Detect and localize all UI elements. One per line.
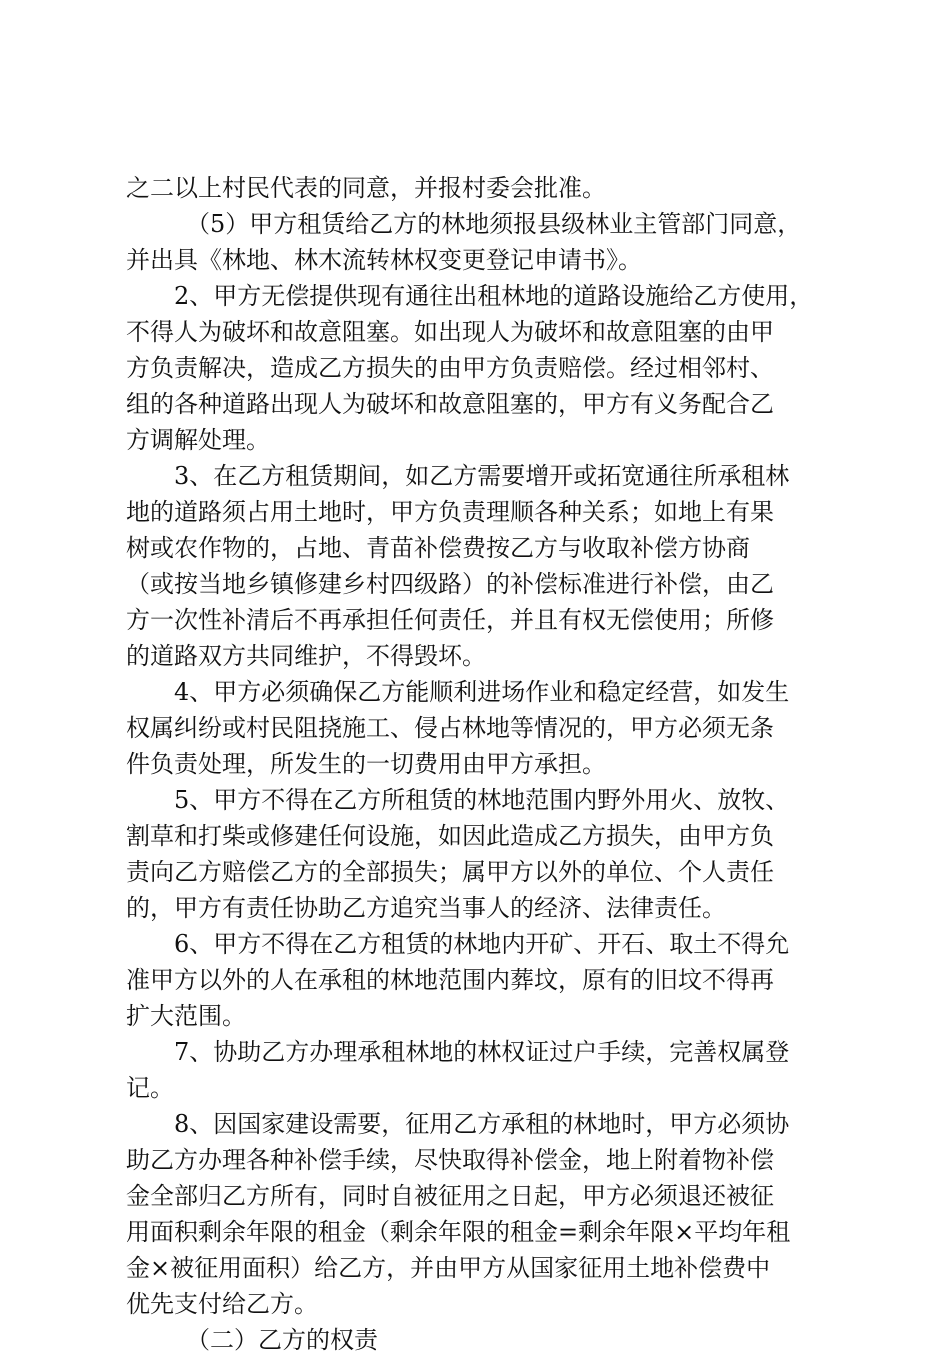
text-line: 的，甲方有责任协助乙方追究当事人的经济、法律责任。: [126, 894, 726, 922]
text-line: 组的各种道路出现人为破坏和故意阻塞的，甲方有义务配合乙: [126, 390, 774, 418]
section-heading: （二）乙方的权责: [186, 1326, 378, 1354]
text-line: 金全部归乙方所有，同时自被征用之日起，甲方必须退还被征: [126, 1182, 774, 1210]
text-line: 责向乙方赔偿乙方的全部损失；属甲方以外的单位、个人责任: [126, 858, 774, 886]
text-line: （或按当地乡镇修建乡村四级路）的补偿标准进行补偿，由乙: [126, 570, 774, 598]
text-line: 5、甲方不得在乙方所租赁的林地范围内野外用火、放牧、: [174, 786, 790, 814]
text-line: 方负责解决，造成乙方损失的由甲方负责赔偿。经过相邻村、: [126, 354, 774, 382]
text-line: 优先支付给乙方。: [126, 1290, 318, 1318]
text-line: 方一次性补清后不再承担任何责任，并且有权无偿使用；所修: [126, 606, 774, 634]
text-line: 的道路双方共同维护，不得毁坏。: [126, 642, 486, 670]
text-line: 3、在乙方租赁期间，如乙方需要增开或拓宽通往所承租林: [174, 462, 790, 490]
text-line: 7、协助乙方办理承租林地的林权证过户手续，完善权属登: [174, 1038, 790, 1066]
text-line: 记。: [126, 1074, 174, 1102]
text-line: 4、甲方必须确保乙方能顺利进场作业和稳定经营，如发生: [174, 678, 790, 706]
text-line: 件负责处理，所发生的一切费用由甲方承担。: [126, 750, 606, 778]
text-line: 用面积剩余年限的租金（剩余年限的租金=剩余年限×平均年租: [126, 1218, 791, 1246]
text-line: 并出具《林地、林木流转林权变更登记申请书》。: [126, 246, 642, 274]
text-line: 不得人为破坏和故意阻塞。如出现人为破坏和故意阻塞的由甲: [126, 318, 774, 346]
text-line: 准甲方以外的人在承租的林地范围内葬坟，原有的旧坟不得再: [126, 966, 774, 994]
text-line: 地的道路须占用土地时，甲方负责理顺各种关系；如地上有果: [126, 498, 774, 526]
document-body: [126, 170, 836, 1358]
text-line: 8、因国家建设需要，征用乙方承租的林地时，甲方必须协: [174, 1110, 790, 1138]
text-line: 之二以上村民代表的同意，并报村委会批准。: [126, 174, 606, 202]
text-line: 割草和打柴或修建任何设施，如因此造成乙方损失，由甲方负: [126, 822, 774, 850]
text-line: 助乙方办理各种补偿手续，尽快取得补偿金，地上附着物补偿: [126, 1146, 774, 1174]
text-line: 树或农作物的，占地、青苗补偿费按乙方与收取补偿方协商: [126, 534, 750, 562]
text-line: （5）甲方租赁给乙方的林地须报县级林业主管部门同意，: [186, 210, 802, 238]
text-line: 金×被征用面积）给乙方，并由甲方从国家征用土地补偿费中: [126, 1254, 771, 1282]
text-line: 权属纠纷或村民阻挠施工、侵占林地等情况的，甲方必须无条: [126, 714, 774, 742]
text-line: 扩大范围。: [126, 1002, 246, 1030]
text-line: 2、甲方无偿提供现有通往出租林地的道路设施给乙方使用，: [174, 282, 814, 310]
text-line: 6、甲方不得在乙方租赁的林地内开矿、开石、取土不得允: [174, 930, 790, 958]
text-line: 方调解处理。: [126, 426, 270, 454]
